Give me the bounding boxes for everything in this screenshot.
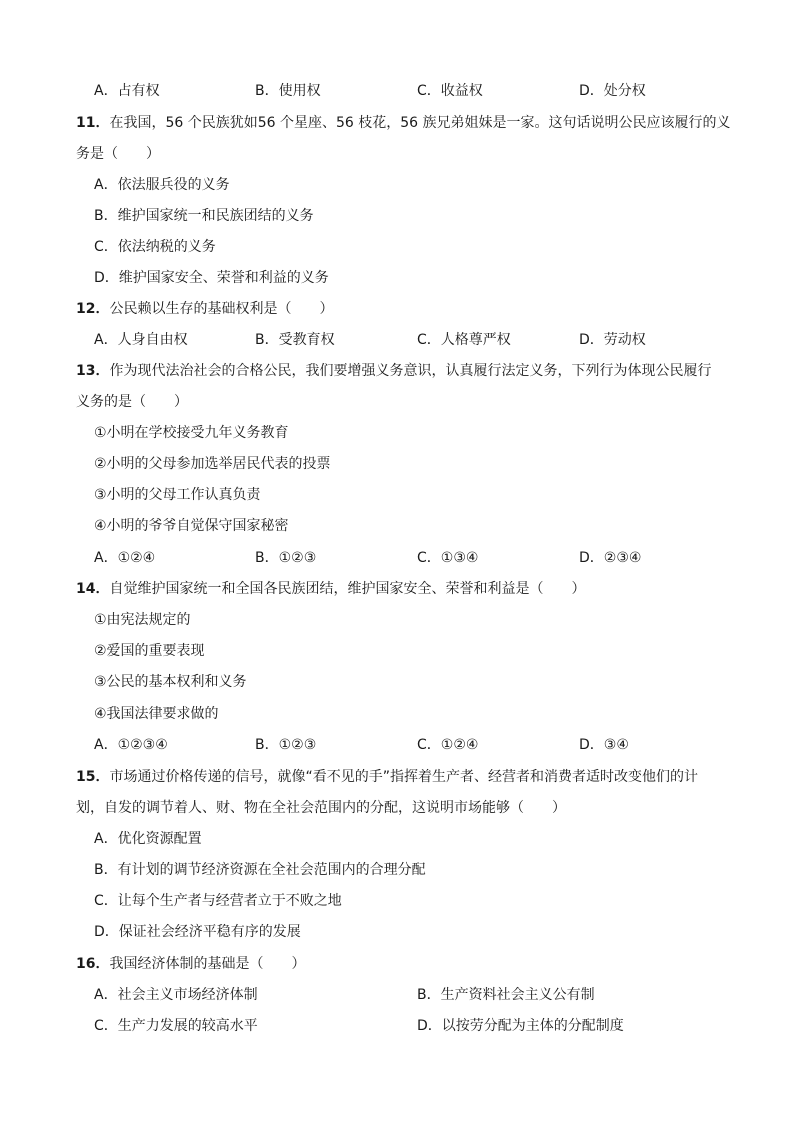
q14-option-d[interactable]: D．③④ xyxy=(579,737,629,753)
q12-options xyxy=(94,330,774,350)
q13-option-d[interactable]: D．②③④ xyxy=(579,550,642,566)
q13-option-b[interactable]: B．①②③ xyxy=(255,550,317,566)
q12-stem-text-1: 公民赖以生存的基础权利是（ ） xyxy=(109,301,334,317)
q11-stem-text-2: 务是（ ） xyxy=(76,146,160,162)
q13-option-c[interactable]: C．①③④ xyxy=(417,550,479,566)
q15-option-b[interactable]: B．有计划的调节经济资源在全社会范围内的合理分配 xyxy=(94,862,426,878)
q16-options-row-2 xyxy=(94,1016,774,1036)
q10-option-a[interactable]: A．占有权 xyxy=(94,83,160,99)
q10-option-c[interactable]: C．收益权 xyxy=(417,83,483,99)
q16-option-c[interactable]: C．生产力发展的较高水平 xyxy=(94,1018,258,1034)
q16-number: 16． xyxy=(76,956,110,972)
q15-stem-text-2: 划，自发的调节着人、财、物在全社会范围内的分配，这说明市场能够（ ） xyxy=(76,800,566,816)
q12-stem xyxy=(76,299,766,319)
q11-stem xyxy=(76,113,766,133)
q13-stem-text-2: 义务的是（ ） xyxy=(76,394,188,410)
q13-stem-text-1: 作为现代法治社会的合格公民，我们要增强义务意识，认真履行法定义务，下列行为体现公民履行 xyxy=(109,363,712,379)
q10-option-b[interactable]: B．使用权 xyxy=(255,83,321,99)
q14-stem xyxy=(76,579,766,599)
q11-stem-text-1: 在我国，56 个民族犹如56 个星座、56 枝花，56 族兄弟姐妹是一家。这句话说明公民应该履行的义 xyxy=(109,115,731,131)
q13-statement-3: ③小明的父母工作认真负责 xyxy=(94,487,261,503)
q11-option-a[interactable]: A．依法服兵役的义务 xyxy=(94,177,230,193)
q12-number: 12． xyxy=(76,301,110,317)
q12-option-a[interactable]: A．人身自由权 xyxy=(94,332,188,348)
q13-options xyxy=(94,548,774,568)
q15-option-c[interactable]: C．让每个生产者与经营者立于不败之地 xyxy=(94,893,342,909)
q13-statement-2: ②小明的父母参加选举居民代表的投票 xyxy=(94,456,331,472)
q15-option-d[interactable]: D．保证社会经济平稳有序的发展 xyxy=(94,924,301,940)
q10-options xyxy=(94,81,774,101)
q14-options xyxy=(94,735,774,755)
q11-option-d[interactable]: D．维护国家安全、荣誉和利益的义务 xyxy=(94,270,329,286)
q15-stem-text-1: 市场通过价格传递的信号，就像“看不见的手”指挥着生产者、经营者和消费者适时改变他们的计 xyxy=(109,769,698,785)
q14-option-b[interactable]: B．①②③ xyxy=(255,737,317,753)
q15-number: 15． xyxy=(76,769,110,785)
q13-statement-1: ①小明在学校接受九年义务教育 xyxy=(94,425,289,441)
q13-option-a[interactable]: A．①②④ xyxy=(94,550,156,566)
q14-statement-2: ②爱国的重要表现 xyxy=(94,643,205,659)
q10-option-d[interactable]: D．处分权 xyxy=(579,83,646,99)
q12-option-b[interactable]: B．受教育权 xyxy=(255,332,335,348)
q14-option-a[interactable]: A．①②③④ xyxy=(94,737,168,753)
q11-number: 11． xyxy=(76,115,110,131)
q16-stem xyxy=(76,954,766,974)
q15-option-a[interactable]: A．优化资源配置 xyxy=(94,831,202,847)
q16-option-d[interactable]: D．以按劳分配为主体的分配制度 xyxy=(417,1018,624,1034)
q13-stem xyxy=(76,361,766,381)
q15-stem xyxy=(76,767,766,787)
q14-statement-1: ①由宪法规定的 xyxy=(94,612,191,628)
q14-option-c[interactable]: C．①②④ xyxy=(417,737,479,753)
q11-option-b[interactable]: B．维护国家统一和民族团结的义务 xyxy=(94,208,314,224)
q16-option-a[interactable]: A．社会主义市场经济体制 xyxy=(94,987,258,1003)
q12-option-c[interactable]: C．人格尊严权 xyxy=(417,332,511,348)
q11-option-c[interactable]: C．依法纳税的义务 xyxy=(94,239,216,255)
q12-option-d[interactable]: D．劳动权 xyxy=(579,332,646,348)
q13-number: 13． xyxy=(76,363,110,379)
q16-option-b[interactable]: B．生产资料社会主义公有制 xyxy=(417,987,595,1003)
q14-statement-4: ④我国法律要求做的 xyxy=(94,706,219,722)
q14-stem-text-1: 自觉维护国家统一和全国各民族团结，维护国家安全、荣誉和利益是（ ） xyxy=(109,581,586,597)
q14-statement-3: ③公民的基本权利和义务 xyxy=(94,674,247,690)
q14-number: 14． xyxy=(76,581,110,597)
q13-statement-4: ④小明的爷爷自觉保守国家秘密 xyxy=(94,518,289,534)
q16-stem-text-1: 我国经济体制的基础是（ ） xyxy=(109,956,306,972)
q16-options-row-1 xyxy=(94,985,774,1005)
